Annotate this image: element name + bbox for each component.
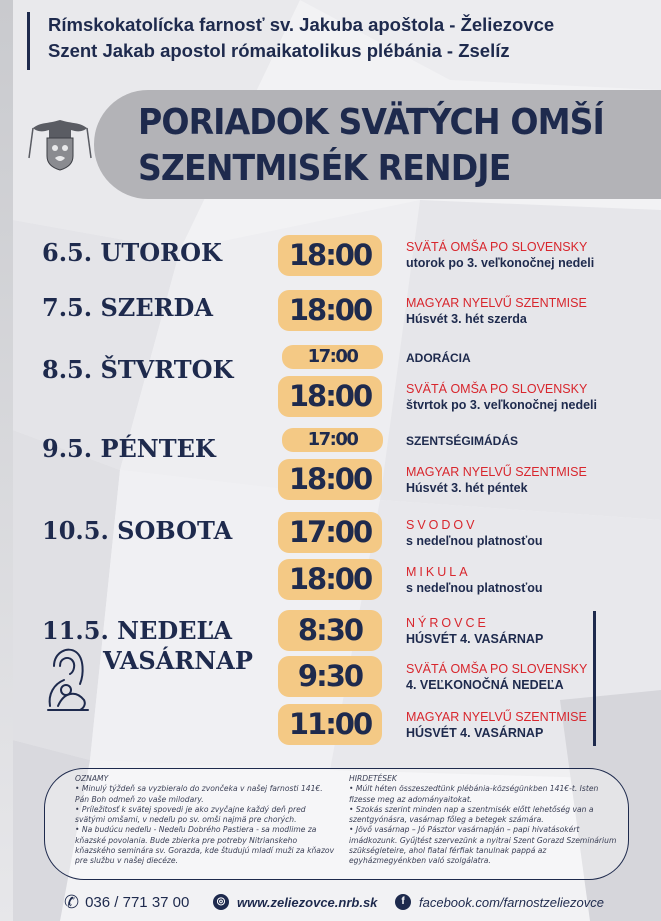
- service-subtitle: s nedeľnou platnosťou: [406, 581, 543, 595]
- time-pill: 18:00: [278, 376, 382, 417]
- service-title: SVODOV: [406, 518, 478, 532]
- time-pill: 9:30: [278, 656, 382, 697]
- service-title: SVÄTÁ OMŠA PO SLOVENSKY: [406, 382, 588, 396]
- title-sk: PORIADOK SVÄTÝCH OMŠÍ: [138, 102, 604, 143]
- day-label: 7.5. SZERDA: [42, 293, 213, 322]
- notices-sk-heading: OZNAMY: [75, 774, 109, 783]
- parish-header: [27, 12, 554, 70]
- notice-item: • Múlt héten összeszedtünk plébánia-községünkben 141€-t. Isten fizesse meg az adományaitokat.: [349, 784, 599, 804]
- time-pill: 18:00: [278, 459, 382, 500]
- footer-web[interactable]: [213, 891, 377, 913]
- header-line-hu: Szent Jakab apostol rómaikatolikus plébánia - Zselíz: [48, 40, 510, 61]
- phone-number: 036 / 771 37 00: [85, 893, 190, 911]
- notice-item: • Jövő vasárnap – Jó Pásztor vasárnapján – papi hivatásokért imádkozunk. Gyűjtést szervezünk a nyitrai Szent Gorazd Szeminárium szükségleteire, ahol fiatal férfiak tanulnak pappá az egyházmegyénkben való szolgálatra.: [349, 825, 617, 866]
- service-title: ADORÁCIA: [406, 351, 471, 365]
- service-subtitle: 4. VEĽKONOČNÁ NEDEĽA: [406, 678, 564, 692]
- notices-sk: [75, 774, 337, 867]
- service-subtitle: Húsvét 3. hét péntek: [406, 481, 528, 495]
- notices-hu-heading: HIRDETÉSEK: [349, 774, 397, 783]
- time-pill: 11:00: [278, 704, 382, 745]
- service-title: SVÄTÁ OMŠA PO SLOVENSKY: [406, 240, 588, 254]
- service-title: MAGYAR NYELVŰ SZENTMISE: [406, 296, 587, 310]
- service-title: SVÄTÁ OMŠA PO SLOVENSKY: [406, 662, 588, 676]
- time-pill: 17:00: [282, 345, 383, 369]
- web-link[interactable]: www.zeliezovce.nrb.sk: [237, 894, 378, 910]
- globe-icon: ◎: [213, 894, 229, 910]
- service-title: MAGYAR NYELVŰ SZENTMISE: [406, 465, 587, 479]
- notice-item: • Príležitosť k svätej spovedi je ako zvyčajne každý deň pred svätými omšami, v nedeľu po sv. omši najmä pre chorých.: [75, 804, 306, 825]
- time-pill: 18:00: [278, 235, 382, 276]
- notice-item: • Szokás szerint minden nap a szentmisék előtt lehetőség van a szentgyónásra, vasárnap főleg a betegek számára.: [349, 804, 594, 825]
- day-label: 10.5. SOBOTA: [42, 516, 233, 545]
- day-label: 8.5. ŠTVRTOK: [42, 355, 234, 384]
- time-pill: 17:00: [278, 512, 382, 553]
- service-title: MAGYAR NYELVŰ SZENTMISE: [406, 710, 587, 724]
- facebook-icon: f: [395, 894, 411, 910]
- notices-hu: [349, 774, 617, 867]
- notice-item: • Minulý týždeň sa vyzbieralo do zvončeka v našej farnosti 141€. Pán Boh odmeň zo vaše milodary.: [75, 784, 323, 804]
- service-subtitle: HÚSVÉT 4. VASÁRNAP: [406, 726, 544, 740]
- madonna-icon: [44, 644, 92, 714]
- service-subtitle: Húsvét 3. hét szerda: [406, 312, 527, 326]
- service-title: NÝROVCE: [406, 616, 489, 630]
- footer-facebook[interactable]: [395, 891, 604, 913]
- time-pill: 18:00: [278, 290, 382, 331]
- notices-box: [44, 768, 629, 880]
- day-label: 9.5. PÉNTEK: [42, 434, 216, 463]
- service-subtitle: štvrtok po 3. veľkonočnej nedeli: [406, 398, 597, 412]
- service-subtitle: s nedeľnou platnosťou: [406, 534, 543, 548]
- service-title: MIKULA: [406, 565, 471, 579]
- facebook-link[interactable]: facebook.com/farnostzeliezovce: [419, 894, 604, 910]
- notice-item: • Na budúcu nedeľu - Nedeľu Dobrého Pastiera - sa modlime za kňazské povolania. Bude zbierka pre potreby Nitrianskeho kňazského seminára sv. Gorazda, kde študujú mladí muži za kňazov pre službu v našej diecéze.: [75, 825, 335, 866]
- day-label: 11.5. NEDEĽA: [42, 616, 232, 645]
- sunday-divider: [593, 611, 596, 746]
- coat-of-arms-icon: [27, 118, 93, 172]
- footer-phone: [64, 891, 189, 913]
- title-banner: [94, 90, 661, 199]
- phone-icon: ✆: [64, 891, 80, 912]
- service-subtitle: utorok po 3. veľkonočnej nedeli: [406, 256, 595, 270]
- day-label: 6.5. UTOROK: [42, 238, 222, 267]
- day-label-hu: VASÁRNAP: [103, 646, 253, 675]
- time-pill: 17:00: [282, 428, 383, 452]
- time-pill: 8:30: [278, 610, 382, 651]
- left-bar: [0, 0, 13, 921]
- title-hu: SZENTMISÉK RENDJE: [138, 148, 511, 189]
- service-subtitle: HÚSVÉT 4. VASÁRNAP: [406, 632, 544, 646]
- time-pill: 18:00: [278, 559, 382, 600]
- service-title: SZENTSÉGIMÁDÁS: [406, 434, 519, 448]
- header-line-sk: Rímskokatolícka farnosť sv. Jakuba apoštola - Želiezovce: [48, 14, 555, 35]
